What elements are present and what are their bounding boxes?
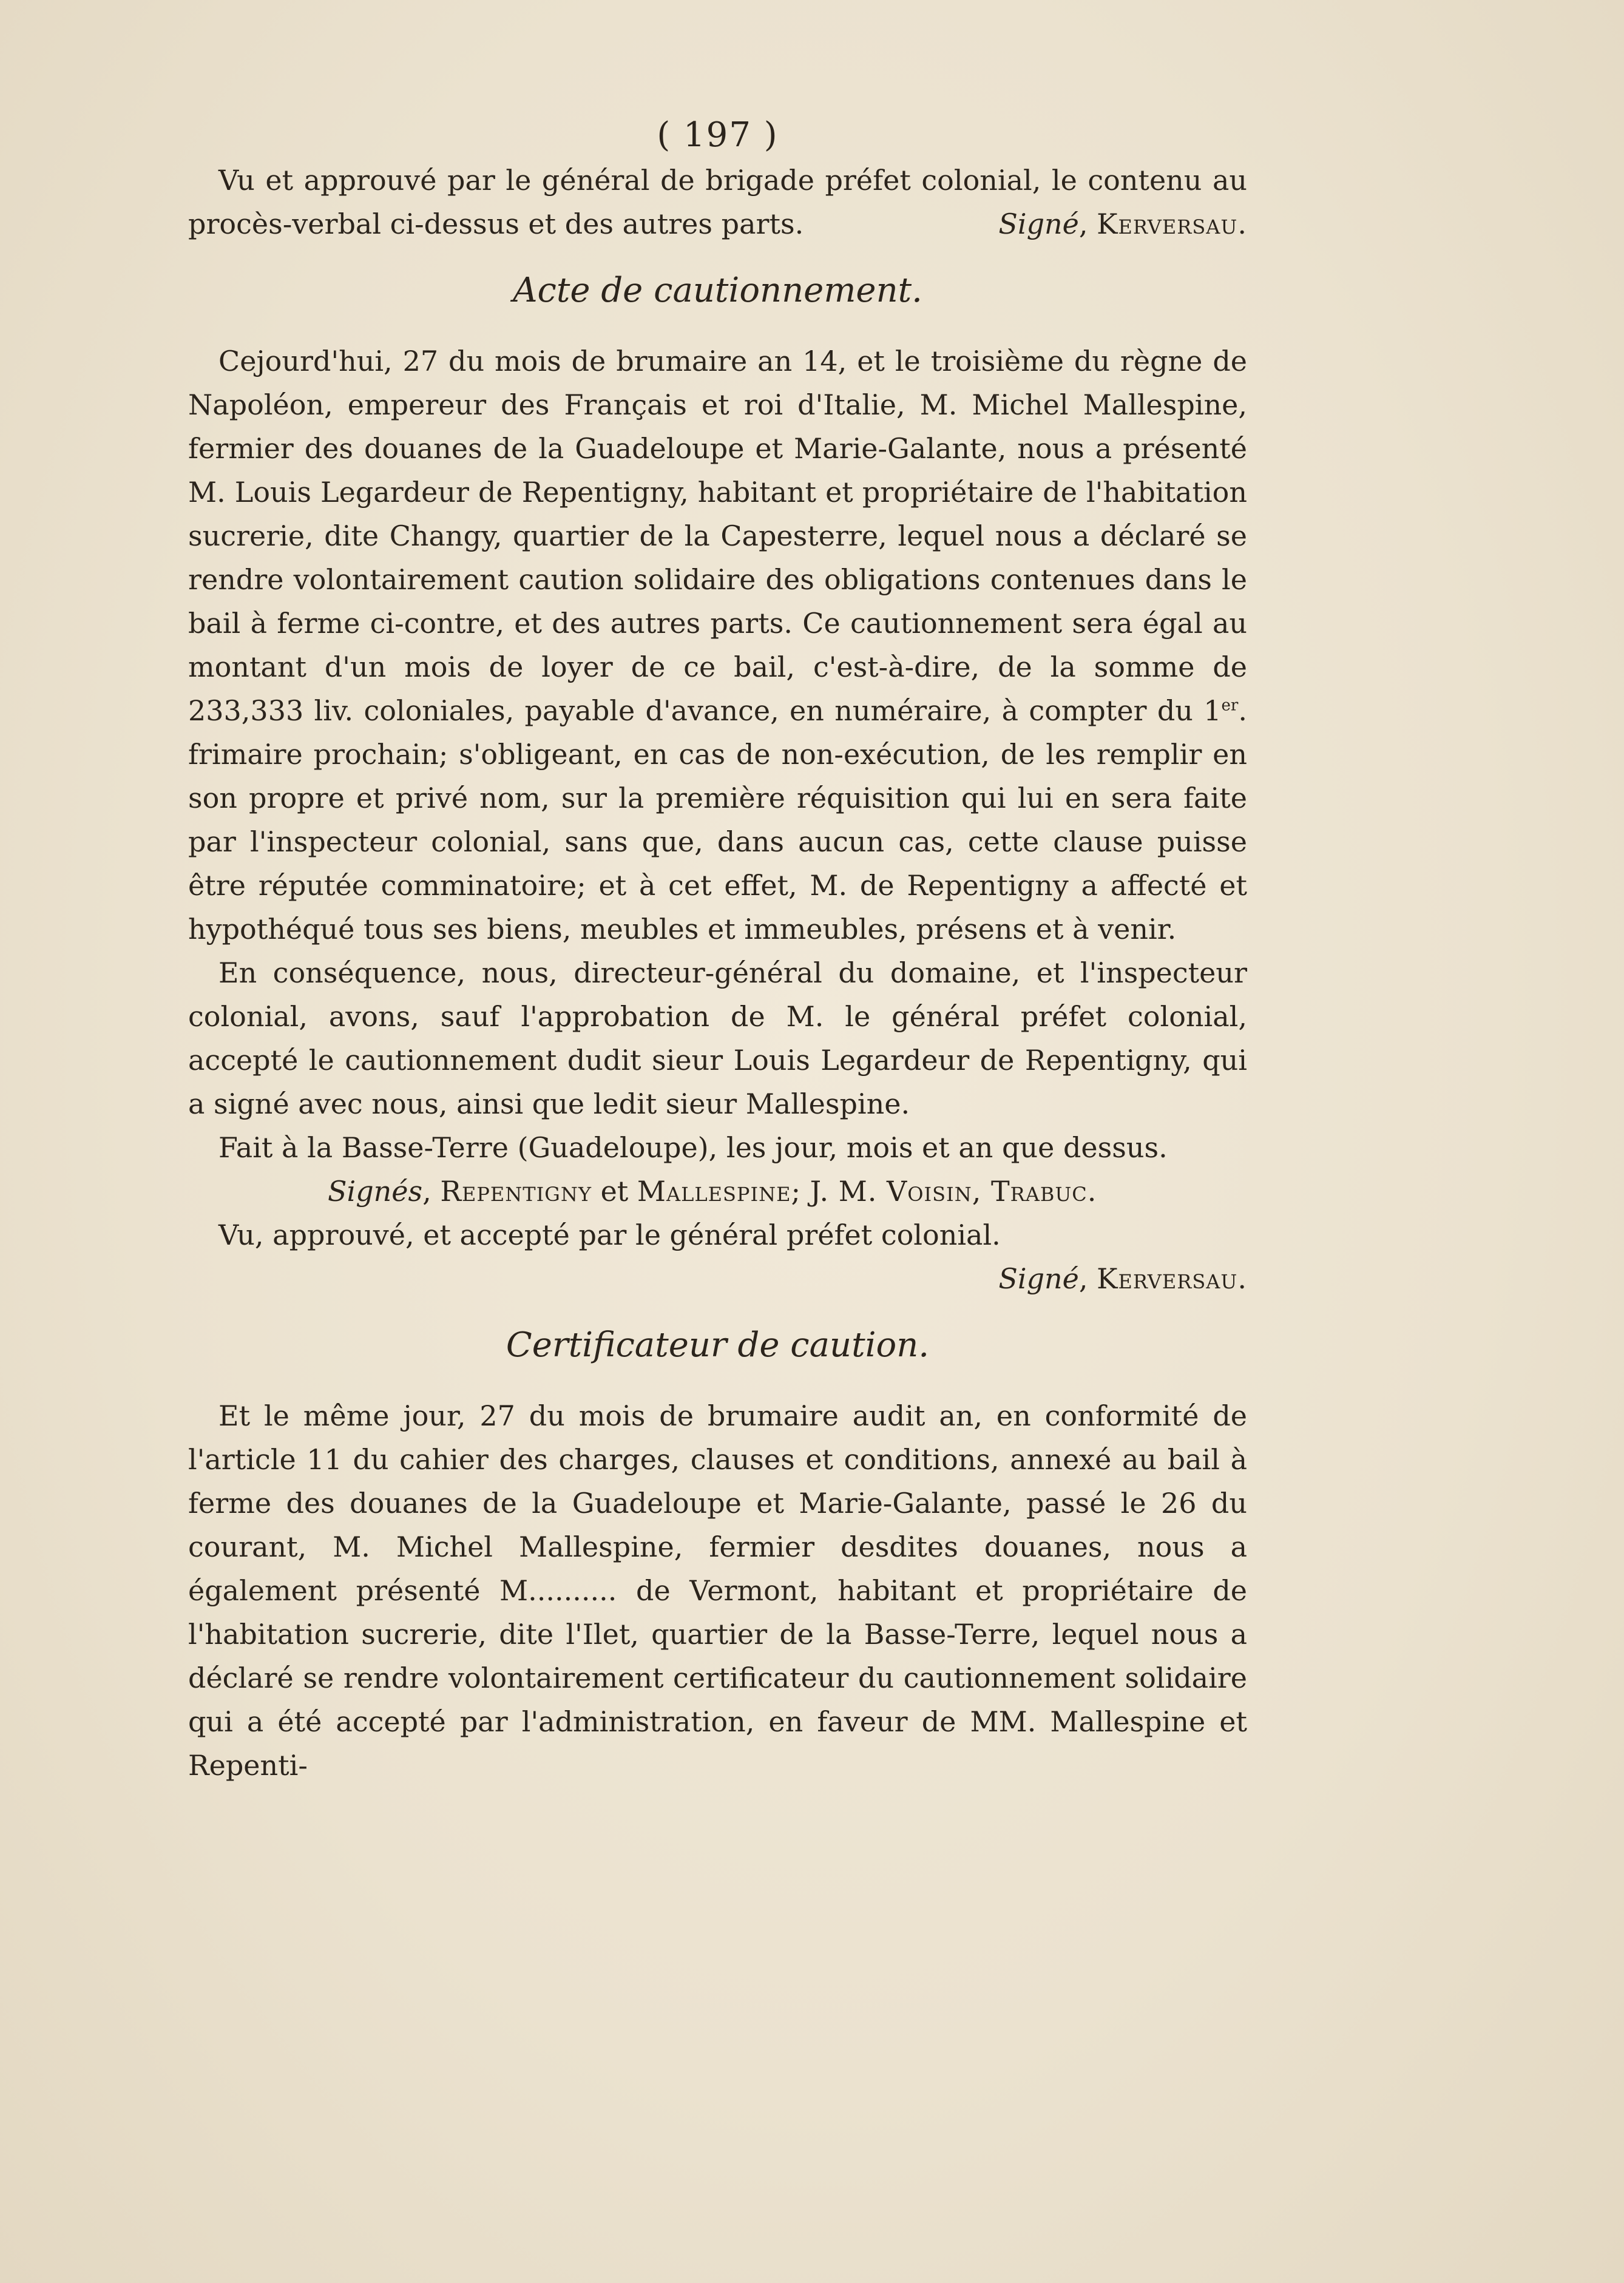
cautionnement-paragraph-1 — [188, 339, 1247, 951]
para1-text: Cejourd'hui, 27 du mois de brumaire an 14, et le troisième du règne de Napoléon, empereur des Français et roi d'Italie, M. Michel Mallespine, fermier des douanes de la Guadeloupe et Marie-Galante, nous a présenté M. Louis Legardeur de Repentigny, habitant et propriétaire de l'habitation sucrerie, dite Changy, quartier de la Capesterre, lequel nous a déclaré se rendre volontairement caution solidaire des obligations contenues dans le bail à ferme ci-contre, et des autres parts. Ce cautionnement sera égal au montant d'un mois de loyer de ce bail, c'est-à-dire, de la somme de 233,333 liv. coloniales, payable d'avance, en numéraire, à compter du — [188, 345, 1247, 727]
approval-signature: Signé, Kerversau. — [998, 208, 1247, 240]
page-body — [188, 115, 1247, 1787]
page-number: ( 197 ) — [657, 115, 779, 155]
approval-signature-2: Signé, Kerversau. — [998, 1262, 1247, 1295]
approval-line: Vu, approuvé, et accepté par le général préfet colonial. — [218, 1219, 1001, 1251]
section-title-cautionnement: Acte de cautionnement. — [513, 271, 922, 310]
signers-rest: J. M. Voisin, Trabuc. — [810, 1175, 1097, 1208]
signed-label-2: Signé — [998, 1262, 1079, 1295]
signatures-line: Signés, Repentigny et Mallespine; J. M. Voisin, Trabuc. — [328, 1175, 1097, 1208]
certificateur-paragraph: Et le même jour, 27 du mois de brumaire audit an, en conformité de l'article 11 du cahier des charges, clauses et conditions, annexé au bail à ferme des douanes de la Guadeloupe et Marie-Galante, passé le 26 du courant, M. Michel Mallespine, fermier desdites douanes, nous a également présenté M.......... de Vermont, habitant et propriétaire de l'habitation sucrerie, dite l'Ilet, quartier de la Basse-Terre, lequel nous a déclaré se rendre volontairement certificateur du cautionnement solidaire qui a été accepté par l'administration, en faveur de MM. Mallespine et Repenti- — [188, 1399, 1247, 1782]
approval-paragraph — [188, 158, 1247, 246]
signed-label: Signé — [998, 208, 1079, 240]
approval-text: Vu et approuvé par le général de brigade préfet colonial, le contenu au procès-verbal ci-dessus et des autres parts. — [188, 164, 1247, 240]
para1-tail: . frimaire prochain; s'obligeant, en cas de non-exécution, de les remplir en son propre et privé nom, sur la première réquisition qui lui en sera faite par l'inspecteur colonial, sans que, dans aucun cas, cette clause puisse être réputée comminatoire; et à cet effet, M. de Repentigny a affecté et hypothéqué tous ses biens, meubles et immeubles, présens et à venir. — [188, 694, 1247, 945]
signatures-and: et — [600, 1175, 629, 1208]
signatures-label: Signés — [328, 1175, 423, 1208]
ordinal-suffix: er — [1221, 696, 1239, 715]
signer-name-2: Kerversau. — [1097, 1262, 1247, 1295]
signer-mallespine: Mallespine; — [637, 1175, 801, 1208]
section-title-certificateur: Certificateur de caution. — [506, 1325, 930, 1365]
ordinal-number: 1 — [1203, 694, 1222, 727]
cautionnement-paragraph-3: Fait à la Basse-Terre (Guadeloupe), les jour, mois et an que dessus. — [218, 1131, 1168, 1164]
cautionnement-paragraph-2: En conséquence, nous, directeur-général du domaine, et l'inspecteur colonial, avons, sauf l'approbation de M. le général préfet colonial, accepté le cautionnement dudit sieur Louis Legardeur de Repentigny, qui a signé avec nous, ainsi que ledit sieur Mallespine. — [188, 956, 1247, 1120]
signer-name: Kerversau. — [1097, 208, 1247, 240]
signer-repentigny: Repentigny — [440, 1175, 592, 1208]
